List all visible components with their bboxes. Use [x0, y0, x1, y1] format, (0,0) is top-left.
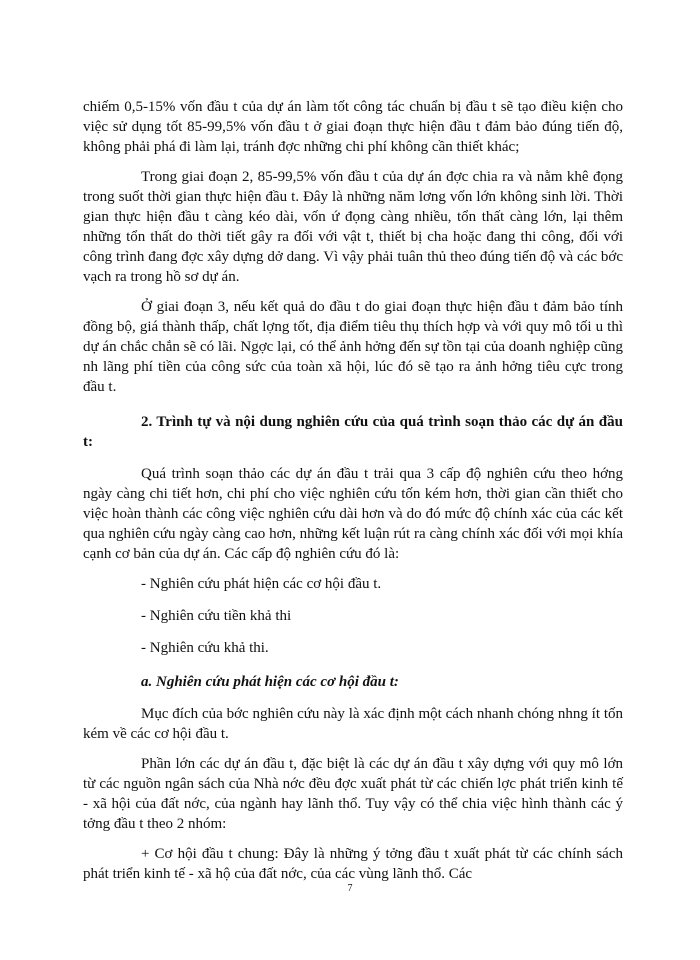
- paragraph-1: chiếm 0,5-15% vốn đầu t của dự án làm tốt công tác chuẩn bị đầu t sẽ tạo điều kiện cho việc sử dụng tốt 85-99,5% vốn đầu t ở giai đoạn thực hiện đầu t đảm bảo đúng tiến độ, không phải phá đi làm lại, tránh đợc những chi phí không cần thiết khác;: [83, 99, 623, 155]
- paragraph-4: Quá trình soạn thảo các dự án đầu t trải qua 3 cấp độ nghiên cứu theo hớng ngày càng chi tiết hơn, chi phí cho việc nghiên cứu tốn kém hơn, thời gian cần thiết cho việc hoàn thành các công việc nghiên cứu dài hơn và do đó mức độ chính xác của các kết qua nghiên cứu ngày càng cao hơn, những kết luận rút ra càng chính xác đối với mọi khía cạnh cơ bản của dự án. Các cấp độ nghiên cứu đó là:: [83, 466, 623, 562]
- paragraph-6: Phần lớn các dự án đầu t, đặc biệt là các dự án đầu t xây dựng với quy mô lớn từ các nguồn ngân sách của Nhà nớc đều đợc xuất phát từ các chiến lợc phát triển kinh tế - xã hội của đất nớc, của ngành hay lãnh thổ. Tuy vậy có thể chia việc hình thành các ý tởng đầu t theo 2 nhóm:: [83, 756, 623, 832]
- paragraph-5: Mục đích của bớc nghiên cứu này là xác định một cách nhanh chóng nhng ít tốn kém về các cơ hội đầu t.: [83, 706, 623, 742]
- list-item-2: - Nghiên cứu tiền khả thi: [141, 608, 292, 624]
- paragraph-3: Ở giai đoạn 3, nếu kết quả do đầu t do giai đoạn thực hiện đầu t đảm bảo tính đồng bộ, giá thành thấp, chất lợng tốt, địa điểm tiêu thụ thích hợp và với quy mô tối u thì dự án chắc chắn sẽ có lãi. Ngợc lại, có thể ảnh hởng đến sự tồn tại của doanh nghiệp cũng nh lãng phí tiền của công sức của toàn xã hội, lúc đó sẽ tạo ra ảnh hởng tiêu cực trong đầu t.: [83, 299, 623, 395]
- paragraph-2: Trong giai đoạn 2, 85-99,5% vốn đầu t của dự án đợc chia ra và nằm khê đọng trong suốt thời gian thực hiện đầu t. Đây là những năm lơng vốn lớn không sinh lời. Thời gian thực hiện đầu t càng kéo dài, vốn ứ đọng càng nhiều, tổn thất càng lớn, lại thêm những tổn thất do thời tiết gây ra đối với vật t, thiết bị cha hoặc đang thi công, đối với công trình đang đợc xây dựng dở dang. Vì vậy phải tuân thủ theo đúng tiến độ và các bớc vạch ra trong hồ sơ dự án.: [83, 169, 623, 285]
- list-item-3: - Nghiên cứu khả thi.: [141, 640, 269, 656]
- page-number: 7: [347, 883, 353, 894]
- list-item-1: - Nghiên cứu phát hiện các cơ hội đầu t.: [141, 576, 382, 592]
- subsection-heading-a: a. Nghiên cứu phát hiện các cơ hội đầu t:: [141, 674, 399, 690]
- page-content: [83, 97, 623, 894]
- section-heading-2: 2. Trình tự và nội dung nghiên cứu của quá trình soạn thảo các dự án đầu t:: [83, 414, 623, 450]
- paragraph-7: + Cơ hội đầu t chung: Đây là những ý tởng đầu t xuất phát từ các chính sách phát triển kinh tế - xã hộ của đất nớc, của các vùng lãnh thổ. Các: [83, 846, 623, 882]
